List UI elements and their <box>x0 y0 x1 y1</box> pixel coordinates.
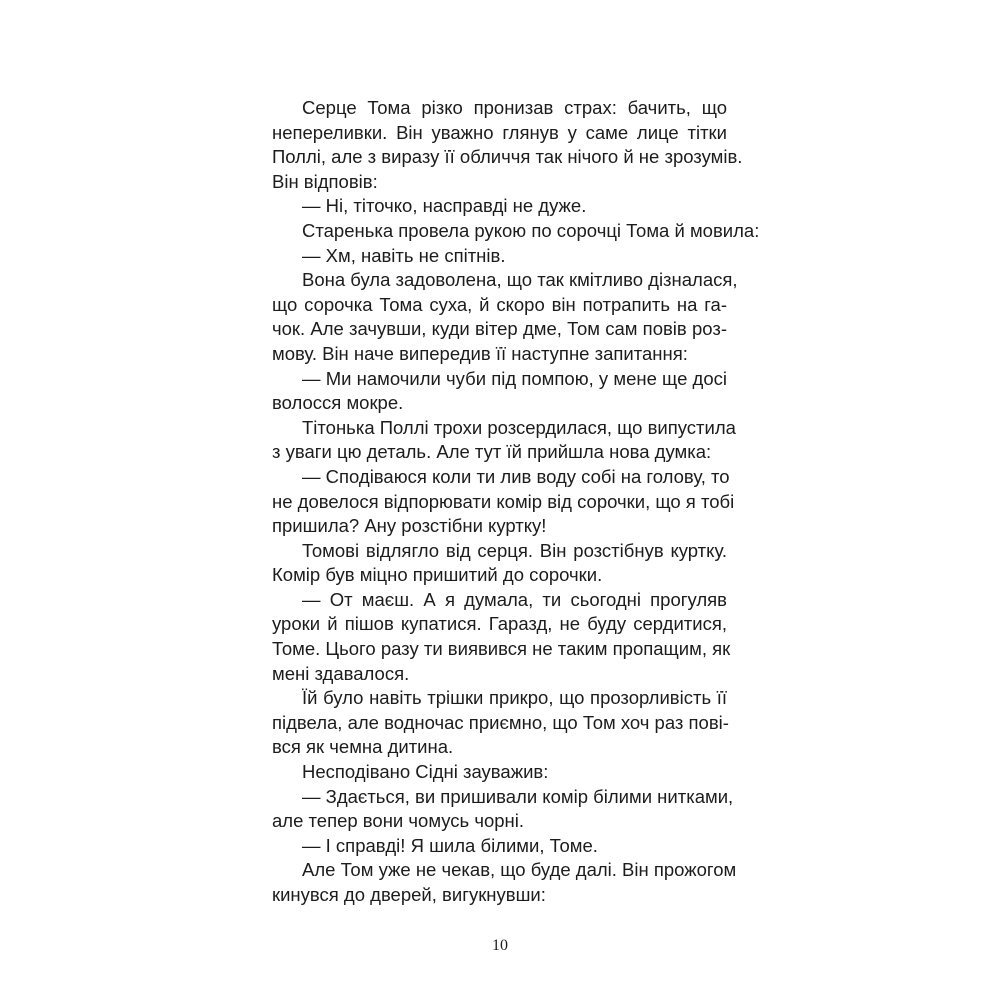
text-line: не довелося відпорювати комір від сорочки, що я тобі <box>272 490 735 512</box>
text-line: — Здається, ви пришивали комір білими нитками, <box>302 785 734 807</box>
text-line: але тепер вони чомусь чорні. <box>272 810 525 832</box>
text-line: Старенька провела рукою по сорочці Тома й мовила: <box>302 219 760 241</box>
text-line: з уваги цю деталь. Але тут їй прийшла нова думка: <box>272 441 712 463</box>
text-line: — Сподіваюся коли ти лив воду собі на голову, то <box>302 465 730 487</box>
text-line: підвела, але водночас приємно, що Том хоч раз пові- <box>272 711 729 733</box>
text-line: Поллі, але з виразу її обличчя так нічого й не зрозумів. <box>272 146 743 168</box>
text-line: Комір був міцно пришитий до сорочки. <box>272 564 603 586</box>
text-line: чок. Але зачувши, куди вітер дме, Том сам повів роз- <box>272 318 727 340</box>
page-number: 10 <box>492 937 508 954</box>
text-line: пришила? Ану розстібни куртку! <box>272 515 547 537</box>
text-line: Томові відлягло від серця. Він розстібнув куртку. <box>302 539 727 561</box>
text-line: — Ні, тіточко, насправді не дуже. <box>302 195 587 217</box>
text-line: Але Том уже не чекав, що буде далі. Він прожогом <box>302 859 737 881</box>
text-line: що сорочка Тома суха, й скоро він потрапить на га- <box>272 293 727 315</box>
text-line: Він відповів: <box>272 170 378 192</box>
text-line: Томе. Цього разу ти виявився не таким пропащим, як <box>272 638 731 660</box>
text-line: непереливки. Він уважно глянув у саме лице тітки <box>272 121 727 143</box>
text-line: Вона була задоволена, що так кмітливо дізналася, <box>302 269 738 291</box>
text-line: Тітонька Поллі трохи розсердилася, що випустила <box>302 416 736 438</box>
text-line: Несподівано Сідні зауважив: <box>302 761 549 783</box>
text-line: Серце Тома різко пронизав страх: бачить, що <box>302 97 727 118</box>
text-line: кинувся до дверей, вигукнувши: <box>272 884 546 905</box>
text-line: — Ми намочили чуби під помпою, у мене ще досі <box>302 367 727 389</box>
text-line: мову. Він наче випередив її наступне запитання: <box>272 342 688 364</box>
body-text <box>272 96 760 908</box>
text-line: уроки й пішов купатися. Гаразд, не буду сердитися, <box>272 613 727 635</box>
text-line: — От маєш. А я думала, ти сьогодні прогуляв <box>302 588 727 610</box>
text-line: волосся мокре. <box>272 392 404 414</box>
text-line: — Хм, навіть не спітнів. <box>302 244 506 266</box>
text-line: мені здавалося. <box>272 662 410 684</box>
text-line: Їй було навіть трішки прикро, що прозорливість її <box>302 687 727 709</box>
text-line: — І справді! Я шила білими, Томе. <box>302 834 598 856</box>
text-line: вся як чемна дитина. <box>272 736 454 758</box>
